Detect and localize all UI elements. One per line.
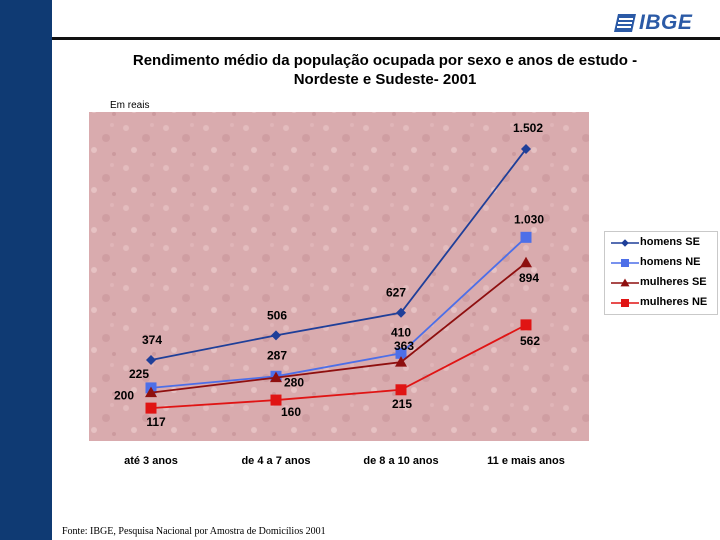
data-label-homens-se-2: 506 bbox=[266, 308, 288, 323]
data-point-homens-ne-4 bbox=[521, 232, 532, 243]
chart-title-line-1: Rendimento médio da população ocupada por sexo e anos de estudo - bbox=[132, 52, 638, 69]
data-label-homens-se-1: 374 bbox=[141, 333, 163, 348]
data-label-mulheres-se-2: 280 bbox=[283, 375, 305, 390]
x-tick-label-2: de 4 a 7 anos bbox=[241, 455, 311, 467]
y-axis-unit-label: Em reais bbox=[110, 100, 150, 111]
data-label-mulheres-se-1: 200 bbox=[113, 388, 135, 403]
legend-label-homens-ne: homens NE bbox=[640, 256, 701, 268]
ibge-logo-text: IBGE bbox=[639, 11, 693, 34]
chart-subtitle: Nordeste e Sudeste- 2001 bbox=[293, 71, 477, 88]
data-label-homens-ne-1: 225 bbox=[128, 366, 150, 381]
x-tick-label-1: até 3 anos bbox=[124, 455, 178, 467]
legend-item-homens-se bbox=[605, 233, 717, 253]
legend-swatch-mulheres-ne bbox=[611, 297, 639, 309]
legend-item-mulheres-se bbox=[605, 273, 717, 293]
data-point-mulheres-ne-4 bbox=[521, 319, 532, 330]
data-label-mulheres-se-3: 363 bbox=[393, 339, 415, 354]
legend-item-mulheres-ne bbox=[605, 293, 717, 313]
data-label-mulheres-ne-1: 117 bbox=[146, 415, 166, 430]
data-label-mulheres-se-4: 894 bbox=[518, 270, 540, 285]
data-label-homens-se-3: 627 bbox=[385, 285, 407, 300]
data-label-homens-ne-3: 410 bbox=[390, 325, 412, 340]
data-label-homens-ne-2: 287 bbox=[266, 348, 288, 363]
data-point-mulheres-ne-2 bbox=[271, 395, 282, 406]
chart-legend bbox=[604, 231, 718, 315]
data-label-homens-ne-4: 1.030 bbox=[513, 212, 545, 227]
legend-swatch-mulheres-se bbox=[611, 277, 639, 289]
data-label-mulheres-ne-4: 562 bbox=[519, 333, 541, 348]
legend-label-homens-se: homens SE bbox=[640, 236, 700, 248]
x-tick-label-4: 11 e mais anos bbox=[487, 455, 565, 467]
data-point-mulheres-ne-1 bbox=[146, 403, 157, 414]
legend-swatch-homens-se bbox=[611, 237, 639, 249]
data-label-mulheres-ne-3: 215 bbox=[391, 396, 413, 411]
data-label-homens-se-4: 1.502 bbox=[512, 121, 544, 136]
legend-label-mulheres-ne: mulheres NE bbox=[640, 296, 708, 308]
data-label-mulheres-ne-2: 160 bbox=[280, 405, 302, 420]
legend-item-homens-ne bbox=[605, 253, 717, 273]
data-point-mulheres-ne-3 bbox=[396, 384, 407, 395]
legend-label-mulheres-se: mulheres SE bbox=[640, 276, 707, 288]
legend-swatch-homens-ne bbox=[611, 257, 639, 269]
x-tick-label-3: de 8 a 10 anos bbox=[363, 455, 439, 467]
source-note: Fonte: IBGE, Pesquisa Nacional por Amostra de Domicílios 2001 bbox=[62, 526, 326, 537]
